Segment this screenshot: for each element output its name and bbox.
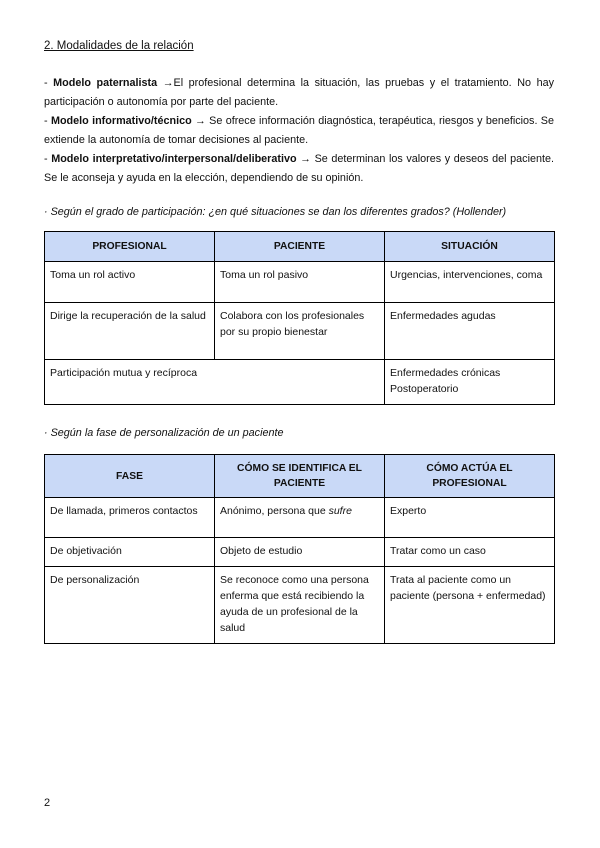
- table-cell: Toma un rol pasivo: [215, 262, 385, 303]
- table-cell: Trata al paciente como un paciente (persona + enfermedad): [385, 567, 555, 644]
- table-header-row: [45, 455, 555, 498]
- personalization-table: [44, 454, 555, 644]
- table-cell: Objeto de estudio: [215, 538, 385, 567]
- table-cell: Tratar como un caso: [385, 538, 555, 567]
- arrow-icon: →: [162, 77, 174, 89]
- table-row: [45, 303, 555, 360]
- table-cell-merged: Participación mutua y recíproca: [45, 360, 385, 405]
- model-interpretativo: - Modelo interpretativo/interpersonal/deliberativo → Se determinan los valores y deseos del paciente. Se le aconseja y ayuda en la elección, dependiendo de su opinión.: [44, 153, 554, 184]
- table-cell: [385, 360, 555, 405]
- header-actua: CÓMO ACTÚA EL PROFESIONAL: [385, 455, 555, 498]
- table-cell: Colabora con los profesionales por su propio bienestar: [215, 303, 385, 360]
- model-label: Modelo interpretativo/interpersonal/deliberativo: [51, 153, 297, 165]
- header-fase: FASE: [45, 455, 215, 498]
- header-identifica: CÓMO SE IDENTIFICA EL PACIENTE: [215, 455, 385, 498]
- header-profesional: PROFESIONAL: [45, 232, 215, 262]
- document-page: [44, 40, 554, 644]
- table-cell: De objetivación: [45, 538, 215, 567]
- table-cell: Experto: [385, 498, 555, 538]
- model-text: El profesional determina la situación, las pruebas y el tratamiento. No hay participación o autonomía por parte del paciente.: [44, 77, 555, 108]
- table2-question: · Según la fase de personalización de un paciente: [44, 427, 284, 439]
- table-cell: Urgencias, intervenciones, coma: [385, 262, 555, 303]
- table-row: [45, 498, 555, 538]
- table-cell: Dirige la recuperación de la salud: [45, 303, 215, 360]
- table-row: [45, 262, 555, 303]
- model-text: Se ofrece información diagnóstica, terapéutica, riesgos y beneficios. Se extiende la autonomía de tomar decisiones al paciente.: [44, 115, 554, 146]
- table-row: [45, 567, 555, 644]
- table-cell: [215, 498, 385, 538]
- model-informativo: - Modelo informativo/técnico → Se ofrece información diagnóstica, terapéutica, riesgos y beneficios. Se extiende la autonomía de tomar decisiones al paciente.: [44, 115, 554, 146]
- page-number: 2: [44, 797, 51, 809]
- arrow-icon: →: [195, 115, 206, 127]
- identifica-text: Anónimo, persona que: [220, 505, 326, 517]
- table-cell: De llamada, primeros contactos: [45, 498, 215, 538]
- situation-line: Enfermedades crónicas: [390, 367, 501, 379]
- model-label: Modelo paternalista: [53, 77, 158, 89]
- header-situacion: SITUACIÓN: [385, 232, 555, 262]
- arrow-icon: →: [300, 153, 311, 165]
- table-cell: Enfermedades agudas: [385, 303, 555, 360]
- table-cell: De personalización: [45, 567, 215, 644]
- table-header-row: [45, 232, 555, 262]
- table-row: [45, 360, 555, 405]
- identifica-emphasis: sufre: [328, 505, 352, 517]
- table1-question: · Según el grado de participación: ¿en qué situaciones se dan los diferentes grados? (Hollender): [44, 206, 507, 218]
- participation-table: [44, 231, 555, 405]
- section-heading: 2. Modalidades de la relación: [44, 40, 194, 52]
- table-cell: Se reconoce como una persona enferma que está recibiendo la ayuda de un profesional de la salud: [215, 567, 385, 644]
- table-cell: Toma un rol activo: [45, 262, 215, 303]
- model-text: Se determinan los valores y deseos del paciente. Se le aconseja y ayuda en la elección, dependiendo de su opinión.: [44, 153, 554, 184]
- table-row: [45, 538, 555, 567]
- model-label: Modelo informativo/técnico: [50, 115, 192, 127]
- header-paciente: PACIENTE: [215, 232, 385, 262]
- situation-line: Postoperatorio: [390, 383, 459, 395]
- model-paternalista: - Modelo paternalista →El profesional determina la situación, las pruebas y el tratamiento. No hay participación o autonomía por parte del paciente.: [44, 77, 555, 108]
